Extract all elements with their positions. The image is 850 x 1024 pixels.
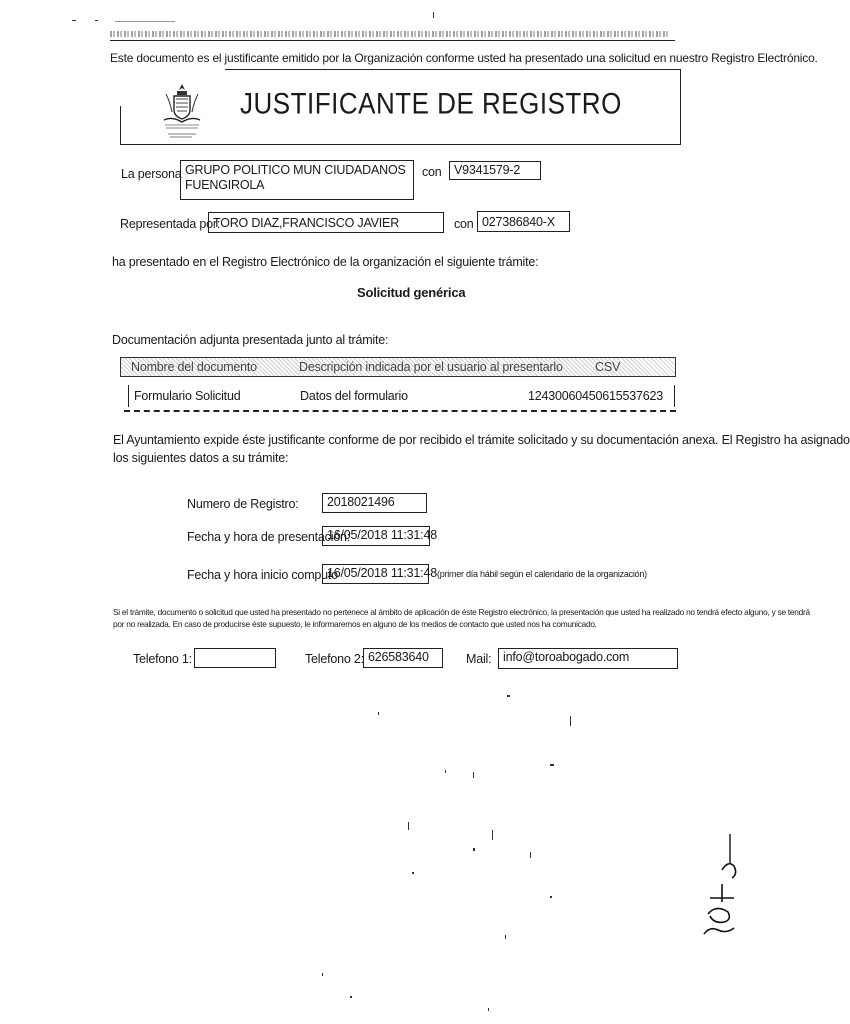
representante-con-label: con	[454, 217, 474, 231]
persona-name-line1: GRUPO POLITICO MUN CIUDADANOS	[185, 163, 406, 177]
handwritten-signature	[690, 830, 750, 940]
persona-con-label: con	[422, 165, 442, 179]
doc-name-cell: Formulario Solicitud	[134, 389, 241, 403]
presented-text: ha presentado en el Registro Electrónico de la organización el siguiente trámite:	[112, 255, 539, 269]
persona-name-line2: FUENGIROLA	[185, 178, 265, 192]
disclaimer-line2: por no realizada. En caso de producirse éste supuesto, le informaremos en alguno de los medios de contacto que usted nos ha comunicado.	[113, 619, 597, 629]
scan-speck	[433, 12, 434, 18]
scan-speck	[570, 716, 571, 726]
fecha-presentacion-field: 16/05/2018 11:31:48	[322, 526, 430, 546]
telefono1-field	[194, 648, 276, 668]
scan-speck	[95, 20, 98, 21]
scan-speck	[322, 973, 323, 976]
docs-table-header	[120, 357, 676, 377]
scan-noise-bar	[110, 31, 670, 37]
tramite-title: Solicitud genérica	[357, 285, 466, 300]
scan-speck	[505, 935, 506, 939]
fecha-inicio-label: Fecha y hora inicio computo	[187, 568, 338, 582]
docs-label: Documentación adjunta presentada junto al trámite:	[112, 333, 389, 347]
expide-text-line1: El Ayuntamiento expide éste justificante conforme de por recibido el trámite solicitado y su documentación anexa. El Registro ha asignado	[113, 433, 850, 447]
scan-speck	[550, 896, 552, 898]
representante-id-field: 027386840-X	[477, 211, 570, 232]
telefono2-label: Telefono 2:	[305, 652, 364, 666]
persona-label: La persona	[121, 167, 182, 181]
fecha-inicio-note: (primer día hábil según el calendario de la organización)	[437, 569, 647, 579]
scan-speck	[492, 830, 493, 840]
docs-col-name: Nombre del documento	[131, 360, 257, 374]
page-title: JUSTIFICANTE DE REGISTRO	[240, 86, 622, 121]
scan-speck	[378, 712, 379, 715]
scan-speck	[350, 996, 352, 998]
mail-field: info@toroabogado.com	[498, 648, 678, 669]
scan-speck	[473, 772, 474, 778]
numero-registro-field: 2018021496	[322, 493, 427, 513]
docs-col-csv: CSV	[595, 360, 621, 374]
scan-speck	[412, 872, 414, 874]
scan-speck	[72, 20, 76, 21]
scan-speck	[507, 695, 510, 697]
fecha-inicio-field: 16/05/2018 11:31:48	[322, 564, 429, 584]
doc-desc-cell: Datos del formulario	[300, 389, 408, 403]
fecha-presentacion-label: Fecha y hora de presentación:	[187, 530, 351, 544]
mail-label: Mail:	[466, 652, 492, 666]
scan-speck	[445, 770, 446, 773]
scan-speck	[473, 848, 475, 851]
header-frame-bottom	[120, 144, 680, 145]
telefono1-label: Telefono 1:	[133, 652, 192, 666]
header-frame-top	[225, 69, 680, 70]
row-left-border	[128, 385, 129, 407]
header-frame-left	[120, 106, 121, 144]
telefono2-field: 626583640	[363, 648, 443, 668]
representante-name-field: TORO DIAZ,FRANCISCO JAVIER	[208, 212, 444, 233]
expide-text-line2: los siguientes datos a su trámite:	[113, 451, 289, 465]
scan-speck	[530, 852, 531, 858]
scan-speck	[115, 21, 175, 22]
row-right-border	[674, 385, 675, 407]
coat-of-arms-icon	[162, 82, 202, 142]
scan-speck	[550, 764, 554, 766]
doc-csv-cell: 12430060450615537623	[528, 389, 664, 403]
disclaimer-line1: Si el trámite, documento o solicitud que usted ha presentado no pertenece al ámbito de aplicación de éste Registro electrónico, la presentación que usted ha realizado no tendrá efecto alguno, y se tendrá	[113, 607, 810, 617]
table-row	[120, 381, 676, 409]
scan-speck	[408, 822, 409, 830]
docs-col-desc: Descripción indicada por el usuario al presentarlo	[299, 360, 563, 374]
header-frame-right	[680, 69, 681, 145]
persona-id-field: V9341579-2	[449, 161, 541, 180]
representante-label: Representada por:	[120, 217, 221, 231]
persona-name-field	[180, 160, 414, 200]
scan-speck	[488, 1008, 489, 1011]
intro-text: Este documento es el justificante emitido por la Organización conforme usted ha presentado una solicitud en nuestro Registro Electrónico.	[110, 51, 818, 65]
table-bottom-rule	[124, 410, 676, 412]
numero-registro-label: Numero de Registro:	[187, 497, 299, 511]
top-rule	[110, 40, 675, 41]
